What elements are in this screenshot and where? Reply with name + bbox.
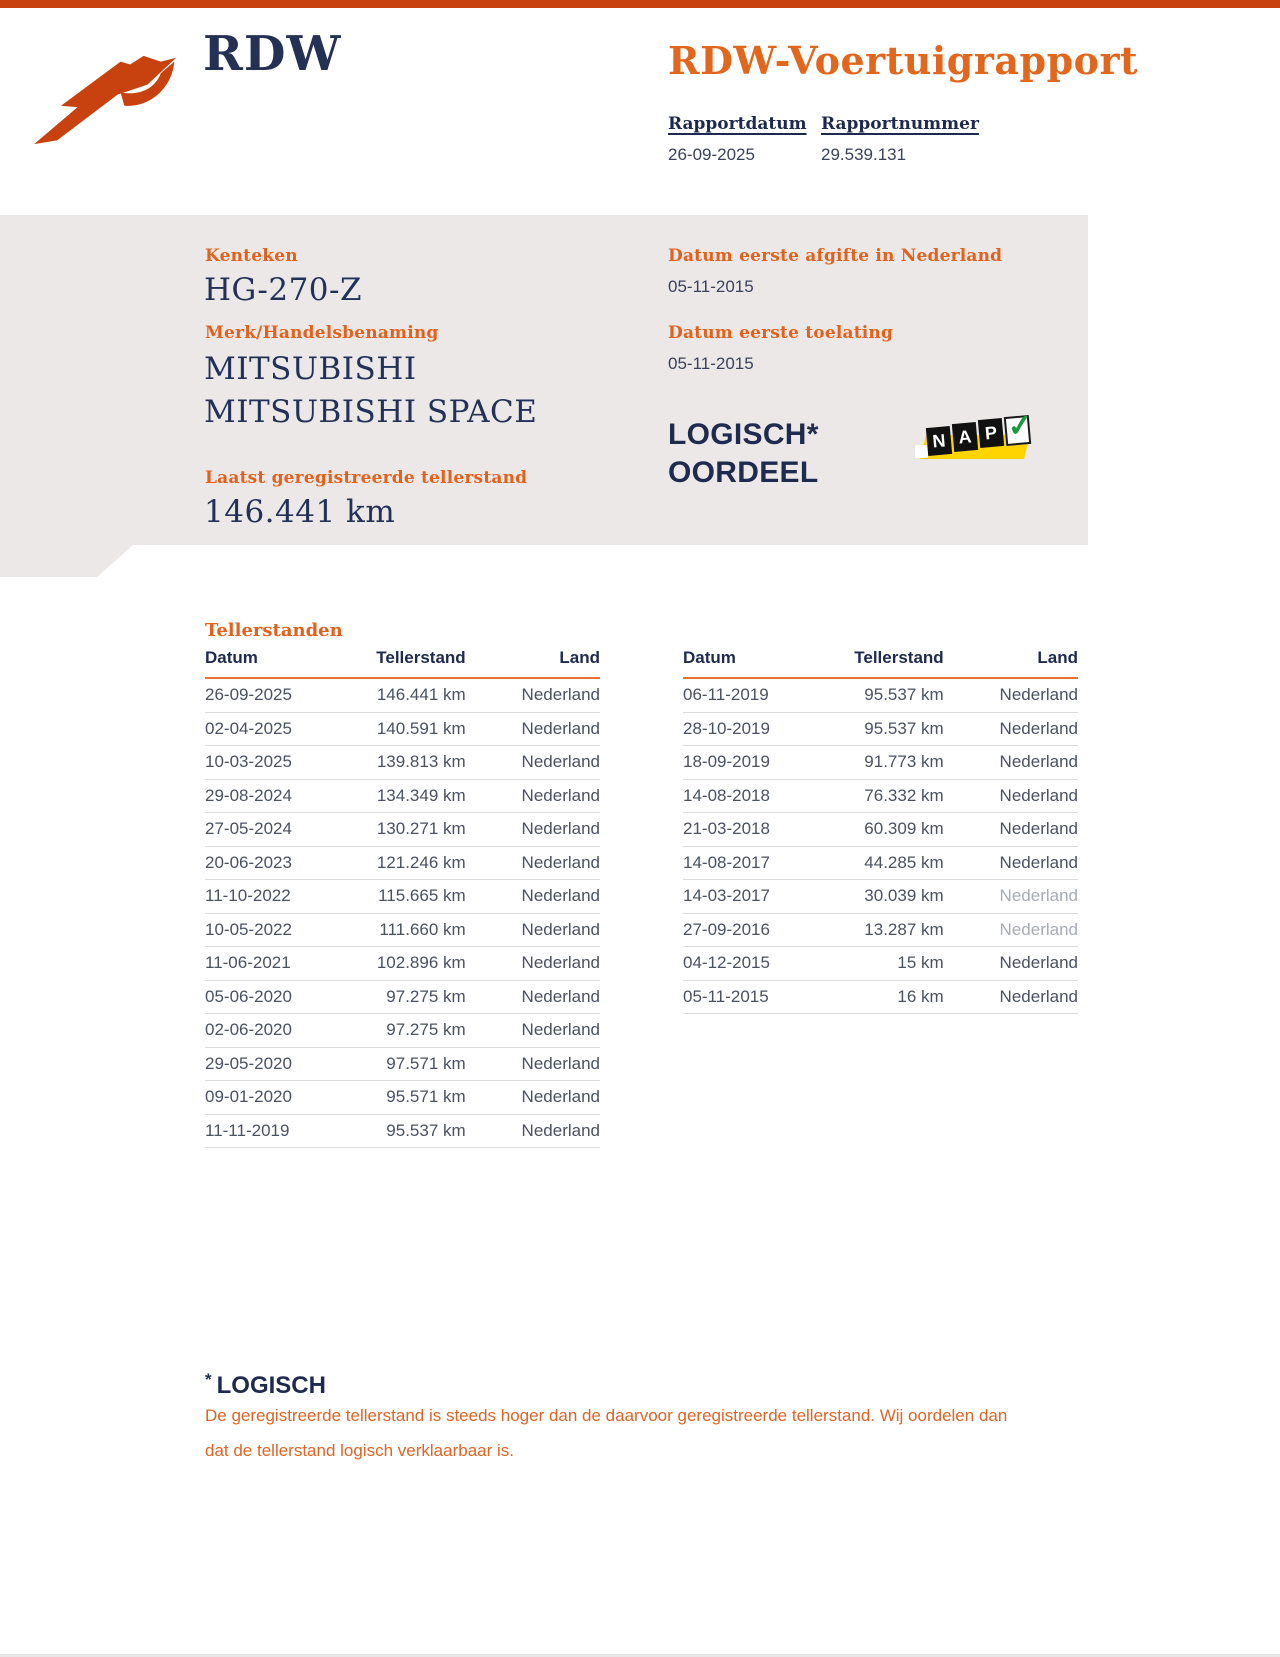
table-cell: 20-06-2023 [205, 852, 292, 872]
table-row [205, 746, 600, 780]
toelating-value: 05-11-2015 [668, 354, 754, 373]
toelating-label: Datum eerste toelating [668, 323, 894, 343]
table-cell: Nederland [521, 953, 600, 973]
table-row [683, 813, 1078, 847]
report-date-value: 26-09-2025 [668, 145, 755, 164]
table-cell: 60.309 km [864, 819, 944, 839]
table-cell: 09-01-2020 [205, 1087, 292, 1107]
table-cell: 111.660 km [379, 919, 466, 939]
kenteken-value: HG-270-Z [204, 272, 363, 308]
table-row [683, 713, 1078, 747]
table-cell: Nederland [521, 1120, 600, 1140]
report-number-label: Rapportnummer [821, 114, 979, 134]
oordeel-verdict [668, 416, 819, 492]
table-cell: 06-11-2019 [683, 685, 769, 705]
table-cell: Nederland [999, 953, 1078, 973]
page-title: RDW-Voertuigrapport [668, 38, 1139, 83]
table-row [205, 813, 600, 847]
table-row [205, 1048, 600, 1082]
table-cell: 139.813 km [376, 752, 466, 772]
table-cell: Nederland [521, 1053, 600, 1073]
table-row [683, 880, 1078, 914]
table-cell: Nederland [999, 752, 1078, 772]
table-cell: 95.537 km [386, 1120, 466, 1140]
table-cell: Nederland [999, 819, 1078, 839]
table-cell: 05-11-2015 [683, 986, 769, 1006]
table-cell: Nederland [521, 819, 600, 839]
column-header-land: Land [559, 648, 600, 667]
table-cell: 44.285 km [864, 852, 944, 872]
table-row [683, 679, 1078, 713]
table-row [205, 1014, 600, 1048]
table-cell: 14-08-2017 [683, 852, 770, 872]
table-cell: Nederland [521, 785, 600, 805]
table-cell: 21-03-2018 [683, 819, 770, 839]
table-cell: Nederland [999, 685, 1078, 705]
table-cell: 95.571 km [386, 1087, 466, 1107]
afgifte-value: 05-11-2015 [668, 277, 754, 296]
merk-value-line1: MITSUBISHI [204, 351, 417, 387]
nap-letter-p: P [978, 418, 1004, 448]
report-number-value: 29.539.131 [821, 145, 907, 164]
table-cell: 18-09-2019 [683, 752, 770, 772]
table-cell: 14-08-2018 [683, 785, 770, 805]
table-cell: 102.896 km [376, 953, 466, 973]
table-cell: 02-04-2025 [205, 718, 292, 738]
check-icon: ✓ [1006, 408, 1035, 444]
nap-letter-a: A [952, 422, 978, 452]
footnote-line2: dat de tellerstand logisch verklaarbaar is. [205, 1441, 514, 1460]
column-header-tellerstand: Tellerstand [376, 648, 466, 667]
table-cell: 95.537 km [864, 685, 944, 705]
table-cell: Nederland [999, 852, 1078, 872]
table-rows [205, 679, 600, 1148]
table-row [683, 914, 1078, 948]
table-cell: 11-10-2022 [205, 886, 291, 906]
logisch-footnote-title: LOGISCH [216, 1372, 326, 1399]
table-cell: Nederland [999, 785, 1078, 805]
table-cell: 11-11-2019 [205, 1120, 290, 1140]
table-cell: 91.773 km [864, 752, 944, 772]
table-cell: 146.441 km [376, 685, 466, 705]
table-cell: 97.275 km [386, 1020, 466, 1040]
table-cell: 16 km [897, 986, 944, 1006]
rdw-logo-icon [28, 52, 190, 148]
table-cell: 10-05-2022 [205, 919, 292, 939]
tellerstanden-table-left [205, 648, 600, 1148]
table-cell: 05-06-2020 [205, 986, 292, 1006]
oordeel-line1: LOGISCH* [668, 418, 819, 451]
table-cell: 27-05-2024 [205, 819, 292, 839]
table-cell: 134.349 km [376, 785, 466, 805]
table-cell: Nederland [521, 986, 600, 1006]
table-row [683, 947, 1078, 981]
table-cell: Nederland [521, 1020, 600, 1040]
table-cell: Nederland [999, 986, 1078, 1006]
table-cell: 11-06-2021 [205, 953, 291, 973]
table-row [205, 981, 600, 1015]
table-cell: Nederland [521, 718, 600, 738]
table-cell: 29-08-2024 [205, 785, 292, 805]
footnote-line1: De geregistreerde tellerstand is steeds hoger dan de daarvoor geregistreerde tellerstand. Wij oordelen dan [205, 1406, 1008, 1425]
table-header [683, 648, 1078, 679]
table-cell: Nederland [999, 919, 1078, 939]
table-cell: 26-09-2025 [205, 685, 292, 705]
table-cell: 140.591 km [376, 718, 466, 738]
table-cell: Nederland [521, 852, 600, 872]
column-header-datum: Datum [683, 648, 736, 667]
table-cell: Nederland [521, 1087, 600, 1107]
table-row [205, 780, 600, 814]
table-cell: 02-06-2020 [205, 1020, 292, 1040]
table-cell: 115.665 km [378, 886, 466, 906]
table-cell: 13.287 km [864, 919, 944, 939]
tellerstanden-table-right [683, 648, 1078, 1014]
table-row [205, 1081, 600, 1115]
table-cell: 10-03-2025 [205, 752, 292, 772]
column-header-datum: Datum [205, 648, 258, 667]
table-cell: 95.537 km [864, 718, 944, 738]
table-cell: Nederland [521, 919, 600, 939]
table-row [205, 880, 600, 914]
rdw-logo-text: RDW [203, 26, 342, 82]
nap-letter-n: N [926, 426, 952, 456]
table-cell: 14-03-2017 [683, 886, 770, 906]
table-row [205, 679, 600, 713]
logisch-footnote-heading [205, 1370, 326, 1400]
logisch-footnote-text [205, 1398, 1145, 1468]
table-cell: 76.332 km [864, 785, 944, 805]
table-cell: Nederland [521, 685, 600, 705]
nap-check-tile [1004, 408, 1035, 446]
report-date-label: Rapportdatum [668, 114, 807, 134]
table-cell: Nederland [999, 886, 1078, 906]
asterisk: * [205, 1370, 212, 1389]
nap-white-square [915, 445, 928, 458]
table-row [683, 746, 1078, 780]
table-row [205, 713, 600, 747]
table-cell: 130.271 km [376, 819, 466, 839]
table-cell: Nederland [521, 886, 600, 906]
table-cell: 97.571 km [386, 1053, 466, 1073]
table-cell: 28-10-2019 [683, 718, 770, 738]
tellerstanden-section-title: Tellerstanden [205, 620, 343, 641]
table-cell: 04-12-2015 [683, 953, 770, 973]
column-header-land: Land [1037, 648, 1078, 667]
table-cell: 121.246 km [376, 852, 466, 872]
oordeel-line2: OORDEEL [668, 456, 819, 489]
summary-panel [0, 215, 1088, 577]
merk-label: Merk/Handelsbenaming [205, 323, 439, 343]
table-row [683, 847, 1078, 881]
merk-value-line2: MITSUBISHI SPACE [204, 394, 538, 430]
table-row [205, 1115, 600, 1149]
table-row [205, 847, 600, 881]
table-rows [683, 679, 1078, 1014]
tellerstand-value: 146.441 km [204, 494, 396, 530]
nap-logo-icon [913, 408, 1035, 469]
top-accent-bar [0, 0, 1280, 8]
table-row [205, 947, 600, 981]
afgifte-label: Datum eerste afgifte in Nederland [668, 246, 1003, 266]
table-cell: 29-05-2020 [205, 1053, 292, 1073]
column-header-tellerstand: Tellerstand [854, 648, 944, 667]
table-cell: 15 km [897, 953, 944, 973]
table-row [683, 780, 1078, 814]
table-cell: Nederland [999, 718, 1078, 738]
tellerstand-label: Laatst geregistreerde tellerstand [205, 468, 528, 488]
table-header [205, 648, 600, 679]
table-cell: Nederland [521, 752, 600, 772]
table-cell: 30.039 km [864, 886, 944, 906]
table-cell: 27-09-2016 [683, 919, 770, 939]
table-cell: 97.275 km [386, 986, 466, 1006]
kenteken-label: Kenteken [205, 246, 298, 266]
table-row [205, 914, 600, 948]
table-row [683, 981, 1078, 1015]
